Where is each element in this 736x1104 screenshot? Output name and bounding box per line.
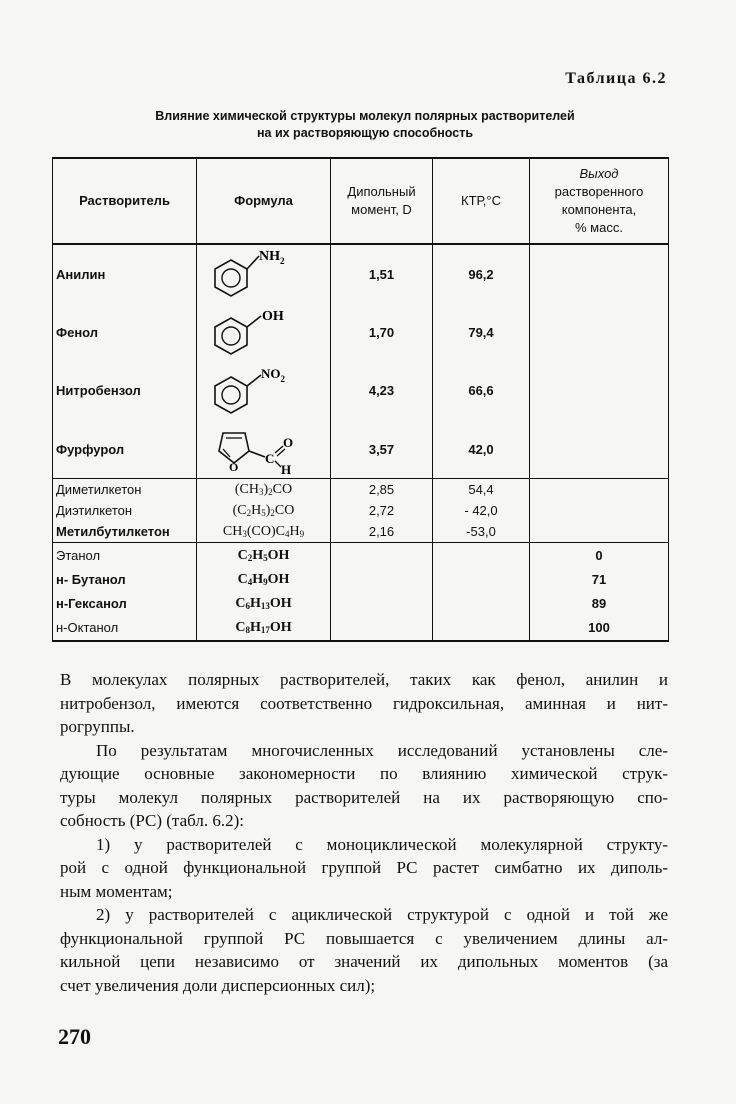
yield-empty [530,479,669,501]
body-text [60,668,668,997]
header-formula: Формула [197,158,331,244]
table-row-ethanol [53,543,669,568]
yield-value: 71 [530,568,669,592]
text-line: счет увеличения доли дисперсионных сил); [60,975,376,995]
ktr-value: 42,0 [433,420,530,479]
dipole-empty [331,616,433,641]
ktr-value: -53,0 [433,521,530,543]
structure-furfural [197,420,331,479]
caption-line-2: на их растворяющую способность [256,126,474,140]
table-row-butanol [53,568,669,592]
dipole-value: 2,72 [331,500,433,521]
yield-empty [530,521,669,543]
ktr-empty [433,543,530,568]
yield-empty [530,244,669,303]
table-row-aniline [53,244,669,303]
solvent-name: н- Бутанол [53,568,197,592]
paragraph-4 [60,903,668,997]
benzene-nitro-structure-icon [209,363,319,419]
ktr-value: 79,4 [433,303,530,361]
carbon-label: C [264,451,274,466]
table-row-phenol [53,303,669,361]
dipole-empty [331,543,433,568]
dipole-empty [331,592,433,616]
yield-empty [530,303,669,361]
table-row-nitrobenzene [53,362,669,420]
paragraph-2 [60,739,668,833]
table-row-octanol [53,616,669,641]
ktr-value: 96,2 [433,244,530,303]
yield-value: 89 [530,592,669,616]
formula: $C_8H_{17}OH$ [197,616,331,641]
table-row-hexanol [53,592,669,616]
text-line: собность (РС) (табл. 6.2): [60,811,244,830]
group-label: OH [261,309,284,325]
text-line: рогруппы. [60,717,135,736]
solvent-name: н-Октанол [53,616,197,641]
text-line: дующие основные закономерности по влиянию химической струк- [60,764,668,783]
solvent-name: Нитробензол [53,362,197,420]
text-line: ным моментам; [60,881,173,901]
header-dipole-line1: Дипольный [347,184,416,199]
formula: $C_4H_9OH$ [197,568,331,592]
ktr-empty [433,568,530,592]
yield-value: 100 [530,616,669,641]
structure-aniline [197,244,331,303]
formula: $C_6H_{13}OH$ [197,592,331,616]
dipole-empty [331,568,433,592]
solvent-name: Этанол [53,543,197,568]
benzene-amine-structure-icon [209,246,319,302]
solvent-name: н-Гексанол [53,592,197,616]
dipole-value: 2,16 [331,521,433,543]
ktr-value: - 42,0 [433,500,530,521]
header-dipole [331,158,433,244]
solvent-name: Фурфурол [53,420,197,479]
text-line: рой с одной функциональной группой РС растет симбатно их диполь- [60,858,668,877]
table-number-label: Таблица 6.2 [565,70,667,87]
paragraph-1 [60,668,668,739]
ktr-value: 66,6 [433,362,530,420]
paragraph-3 [60,833,668,904]
solvent-name: Диэтилкетон [53,500,197,521]
header-yield [530,158,669,244]
table-row-furfural [53,420,669,479]
solvent-name: Анилин [53,244,197,303]
solvent-name: Метилбутилкетон [53,521,197,543]
formula: $C_2H_5OH$ [197,543,331,568]
solvent-name: Диметилкетон [53,479,197,501]
dipole-value: 1,70 [331,303,433,361]
header-solvent: Растворитель [53,158,197,244]
ktr-empty [433,592,530,616]
table-row-dimethylketone [53,479,669,501]
header-dipole-line2: момент, D [351,202,412,217]
dipole-value: 3,57 [331,420,433,479]
header-yield-line4: % масс. [575,220,623,235]
table-row-methylbutylketone [53,521,669,543]
text-line: нитробензол, имеются соответственно гидроксильная, аминная и нит- [60,693,668,713]
text-line: 1) у растворителей с моноциклической молекулярной структу- [96,834,668,854]
text-line: туры молекул полярных растворителей на их растворяющую спо- [60,787,668,807]
yield-value: 0 [530,543,669,568]
text-line: функциональной группой РС повышается с увеличением длины ал- [60,928,668,948]
hydrogen-label: H [280,462,291,477]
structure-phenol [197,303,331,361]
solvent-name: Фенол [53,303,197,361]
formula: $CH_3(CO)C_4H_9$ [197,521,331,543]
page-number: 270 [58,1024,91,1049]
table-header-row [53,158,669,244]
table-row-diethylketone [53,500,669,521]
header-ktr: КТР,°С [433,158,530,244]
benzene-hydroxyl-structure-icon [209,304,319,360]
text-line: По результатам многочисленных исследований установлены сле- [96,740,668,760]
yield-empty [530,362,669,420]
furan-aldehyde-structure-icon [209,421,319,477]
carbonyl-oxygen-label: O [282,435,293,450]
dipole-value: 4,23 [331,362,433,420]
structure-nitrobenzene [197,362,331,420]
group-label: $NH_2$ [258,249,284,267]
ktr-value: 54,4 [433,479,530,501]
dipole-value: 1,51 [331,244,433,303]
header-yield-line3: компонента, [561,202,637,217]
header-yield-line1: Выход [579,166,619,181]
text-line: В молекулах полярных растворителей, таких как фенол, анилин и [60,670,668,689]
ktr-empty [433,616,530,641]
formula: $(C_2H_5)_2CO$ [197,500,331,521]
yield-empty [530,420,669,479]
yield-empty [530,500,669,521]
text-line: кильной цепи независимо от значений их дипольных моментов (за [60,952,668,971]
solvents-table [52,157,669,642]
table-caption [60,108,670,142]
header-yield-line2: растворенного [554,184,644,199]
text-line: 2) у растворителей с ациклической структурой с одной и той же [96,905,668,924]
ring-oxygen-label: O [228,460,238,474]
dipole-value: 2,85 [331,479,433,501]
formula: $(CH_3)_2CO$ [197,479,331,501]
group-label: $NO_2$ [260,365,285,384]
caption-line-1: Влияние химической структуры молекул полярных растворителей [155,109,575,123]
